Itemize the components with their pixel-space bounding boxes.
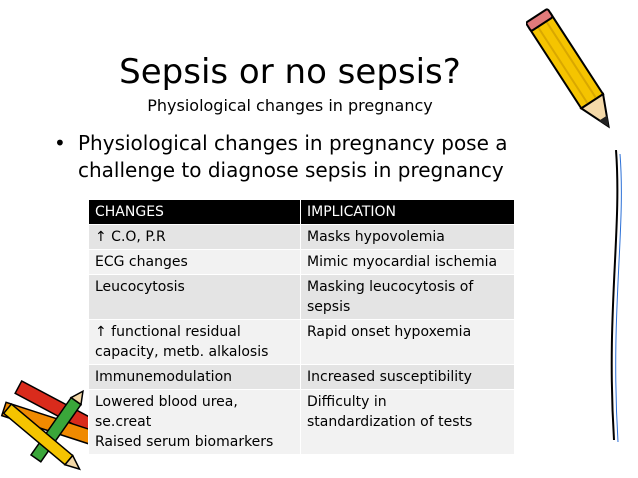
column-header-changes: CHANGES <box>89 200 301 225</box>
table-row <box>89 365 515 390</box>
change-text: ↑ functional residual <box>95 324 241 340</box>
change-cell <box>89 320 301 365</box>
slide-subtitle: Physiological changes in pregnancy <box>147 96 433 115</box>
table-row <box>89 390 515 455</box>
change-text: Leucocytosis <box>95 279 185 295</box>
bullet-text <box>78 130 518 184</box>
table-header-row <box>89 200 515 225</box>
change-text: ↑ C.O, P.R <box>95 229 166 245</box>
bullet-line: Physiological changes in pregnancy pose a <box>78 131 508 155</box>
column-header-implication: IMPLICATION <box>301 200 515 225</box>
implication-cell <box>301 390 515 455</box>
change-cell <box>89 225 301 250</box>
change-text: capacity, metb. alkalosis <box>95 344 269 360</box>
implication-cell <box>301 275 515 320</box>
change-cell <box>89 250 301 275</box>
change-cell <box>89 390 301 455</box>
change-text: Raised serum biomarkers <box>95 434 274 450</box>
implication-cell <box>301 320 515 365</box>
implication-text: Difficulty in <box>307 394 387 410</box>
table-row <box>89 275 515 320</box>
change-cell <box>89 275 301 320</box>
implication-text: Mimic myocardial ischemia <box>307 254 498 270</box>
table-row <box>89 320 515 365</box>
slide-title: Sepsis or no sepsis? <box>119 52 461 92</box>
table-row <box>89 250 515 275</box>
implication-text: sepsis <box>307 299 351 315</box>
change-text: ECG changes <box>95 254 188 270</box>
implication-text: Masks hypovolemia <box>307 229 445 245</box>
line-decoration-right <box>596 150 636 450</box>
table-row <box>89 225 515 250</box>
implication-text: Increased susceptibility <box>307 369 472 385</box>
change-cell <box>89 365 301 390</box>
implication-text: Masking leucocytosis of <box>307 279 474 295</box>
implication-cell <box>301 250 515 275</box>
changes-table <box>88 199 515 455</box>
bullet-line: challenge to diagnose sepsis in pregnancy <box>78 158 504 182</box>
implication-cell <box>301 365 515 390</box>
change-text: Immunemodulation <box>95 369 233 385</box>
implication-text: standardization of tests <box>307 414 473 430</box>
change-text: se.creat <box>95 414 152 430</box>
bullet-marker: • <box>54 131 66 155</box>
change-text: Lowered blood urea, <box>95 394 238 410</box>
implication-text: Rapid onset hypoxemia <box>307 324 472 340</box>
implication-cell <box>301 225 515 250</box>
pencil-clipart-top-right <box>526 2 634 152</box>
